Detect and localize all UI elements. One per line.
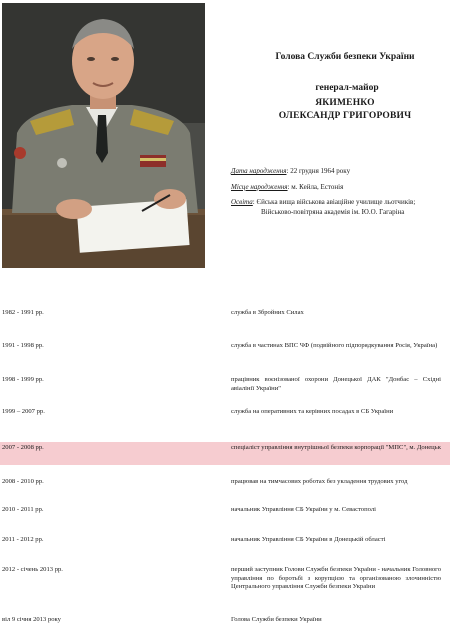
career-description: працював на тимчасових роботах без укладення трудових угод <box>231 478 408 485</box>
surname: ЯКИМЕНКО <box>315 98 375 108</box>
career-description: начальник Управління СБ України в Донецькій області <box>231 536 386 543</box>
career-period: 2011 - 2012 рр. <box>2 536 44 543</box>
career-row <box>0 616 450 628</box>
birth-date <box>231 167 449 176</box>
personal-facts <box>231 167 449 223</box>
career-description: служба на оперативних та керівних посадах в СБ України <box>231 408 394 415</box>
career-period: віл 9 січня 2013 року <box>2 616 61 623</box>
career-description: спеціаліст управління внутрішньої безпеки корпорації "МПС", м. Донецьк <box>231 444 441 451</box>
career-period: 1999 – 2007 рр. <box>2 408 45 415</box>
education-value-1: : Єйська вища військова авіаційне училище льотчиків; <box>252 198 416 207</box>
birth-date-value: : 22 грудня 1964 року <box>286 167 351 175</box>
career-period: 2008 - 2010 рр. <box>2 478 44 485</box>
career-description: начальник Управління СБ України у м. Севастополі <box>231 506 376 513</box>
career-period: 1982 - 1991 рр. <box>2 309 44 316</box>
career-description: служба в Збройних Силах <box>231 309 304 316</box>
career-description: перший заступник Голови Служби безпеки України - начальник Головного управління по боротьбі з корупцією та організованою злочинністю Центрального управління Служби безпеки України <box>231 566 441 591</box>
birth-place-label: Місце народження <box>231 182 288 191</box>
career-row <box>0 478 450 490</box>
career-period: 2012 - січень 2013 рр. <box>2 566 63 573</box>
education <box>231 198 449 216</box>
education-label: Освіта <box>231 198 253 207</box>
career-period: 2007 - 2008 рр. <box>2 444 44 451</box>
career-period: 1998 - 1999 рр. <box>2 376 44 383</box>
career-description: служба в частинах ВПС ЧФ (подвійного підпорядкування Росія, Україна) <box>231 342 438 349</box>
career-description: Голова Служби безпеки України <box>231 616 322 623</box>
career-period: 1991 - 1998 рр. <box>2 342 44 349</box>
education-value-2: Військово-повітряна академія ім. Ю.О. Гагаріна <box>261 207 405 216</box>
career-row-highlighted <box>0 442 450 465</box>
career-row <box>0 408 450 420</box>
career-row <box>0 506 450 518</box>
career-row <box>0 566 450 596</box>
office-title: Голова Служби безпеки України <box>275 52 415 62</box>
birth-place-value: : м. Кейла, Естонія <box>287 182 344 191</box>
career-row <box>0 309 450 321</box>
career-description: працівник воєнізованої охорони Донецької ДАК "Донбас – Східні авіалінії України" <box>231 376 441 392</box>
career-row <box>0 536 450 548</box>
birth-date-label: Дата народження <box>231 167 287 175</box>
career-row <box>0 376 450 396</box>
given-names: ОЛЕКСАНДР ГРИГОРОВИЧ <box>278 111 412 121</box>
birth-place <box>231 183 449 192</box>
career-row <box>0 342 450 362</box>
career-period: 2010 - 2011 рр. <box>2 506 44 513</box>
rank-label: генерал-майор <box>315 83 379 93</box>
portrait-photo <box>2 3 205 268</box>
portrait-illustration <box>2 3 205 268</box>
